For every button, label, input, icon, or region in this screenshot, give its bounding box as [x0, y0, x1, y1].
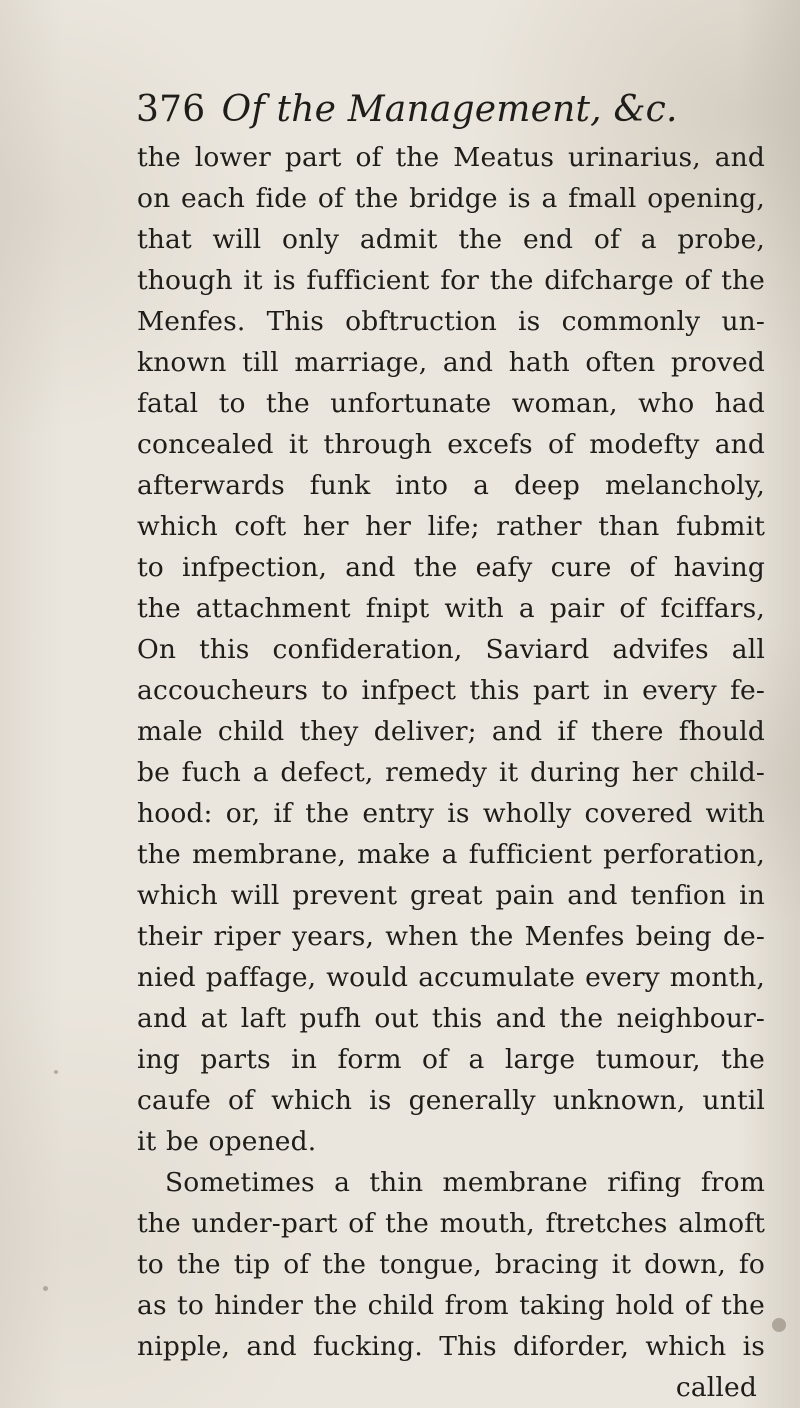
text-line: be fuch a defect, remedy it during her child-	[137, 757, 765, 788]
text-line: and at laft pufh out this and the neighbour-	[137, 1003, 765, 1034]
text-line: to infpection, and the eafy cure of having	[137, 552, 765, 583]
text-line: on each fide of the bridge is a fmall opening,	[137, 183, 765, 214]
text-line: On this confideration, Saviard advifes all	[137, 634, 765, 665]
text-line: their riper years, when the Menfes being de-	[137, 921, 765, 952]
page-header	[136, 89, 678, 130]
text-line: the attachment fnipt with a pair of fciffars,	[137, 593, 765, 624]
text-line: the membrane, make a fufficient perforation,	[137, 839, 765, 870]
catchword: called	[675, 1372, 757, 1403]
text-line: concealed it through excefs of modefty and	[137, 429, 765, 460]
text-line: male child they deliver; and if there fhould	[137, 716, 765, 747]
text-line: ing parts in form of a large tumour, the	[137, 1044, 765, 1075]
text-line: which will prevent great pain and tenfion in	[137, 880, 765, 911]
running-title: Of the Management, &c.	[221, 89, 678, 130]
page-number: 376	[136, 89, 206, 130]
main-text	[137, 137, 765, 1408]
text-line: Menfes. This obftruction is commonly un-	[137, 306, 765, 337]
paper-spot	[54, 1070, 58, 1074]
text-line: the lower part of the Meatus urinarius, and	[137, 142, 765, 173]
text-line: hood: or, if the entry is wholly covered with	[137, 798, 765, 829]
text-line: that will only admit the end of a probe,	[137, 224, 765, 255]
text-line: the under-part of the mouth, ftretches almoft	[137, 1208, 765, 1239]
paper-spot	[43, 1286, 48, 1291]
text-line: it be opened.	[137, 1126, 317, 1157]
text-line: nied paffage, would accumulate every month,	[137, 962, 765, 993]
text-line: caufe of which is generally unknown, until	[137, 1085, 765, 1116]
text-line: which coft her her life; rather than fubmit	[137, 511, 765, 542]
text-line: accoucheurs to infpect this part in every fe-	[137, 675, 765, 706]
text-line: known till marriage, and hath often proved	[137, 347, 765, 378]
paper-spot	[772, 1318, 786, 1332]
text-line: though it is fufficient for the difcharge of the	[137, 265, 765, 296]
text-line: fatal to the unfortunate woman, who had	[137, 388, 765, 419]
text-line: as to hinder the child from taking hold of the	[137, 1290, 765, 1321]
text-line: Sometimes a thin membrane rifing from	[165, 1167, 765, 1198]
text-line: nipple, and fucking. This diforder, which is	[137, 1331, 765, 1362]
text-line: to the tip of the tongue, bracing it down, fo	[137, 1249, 765, 1280]
text-line: afterwards funk into a deep melancholy,	[137, 470, 765, 501]
